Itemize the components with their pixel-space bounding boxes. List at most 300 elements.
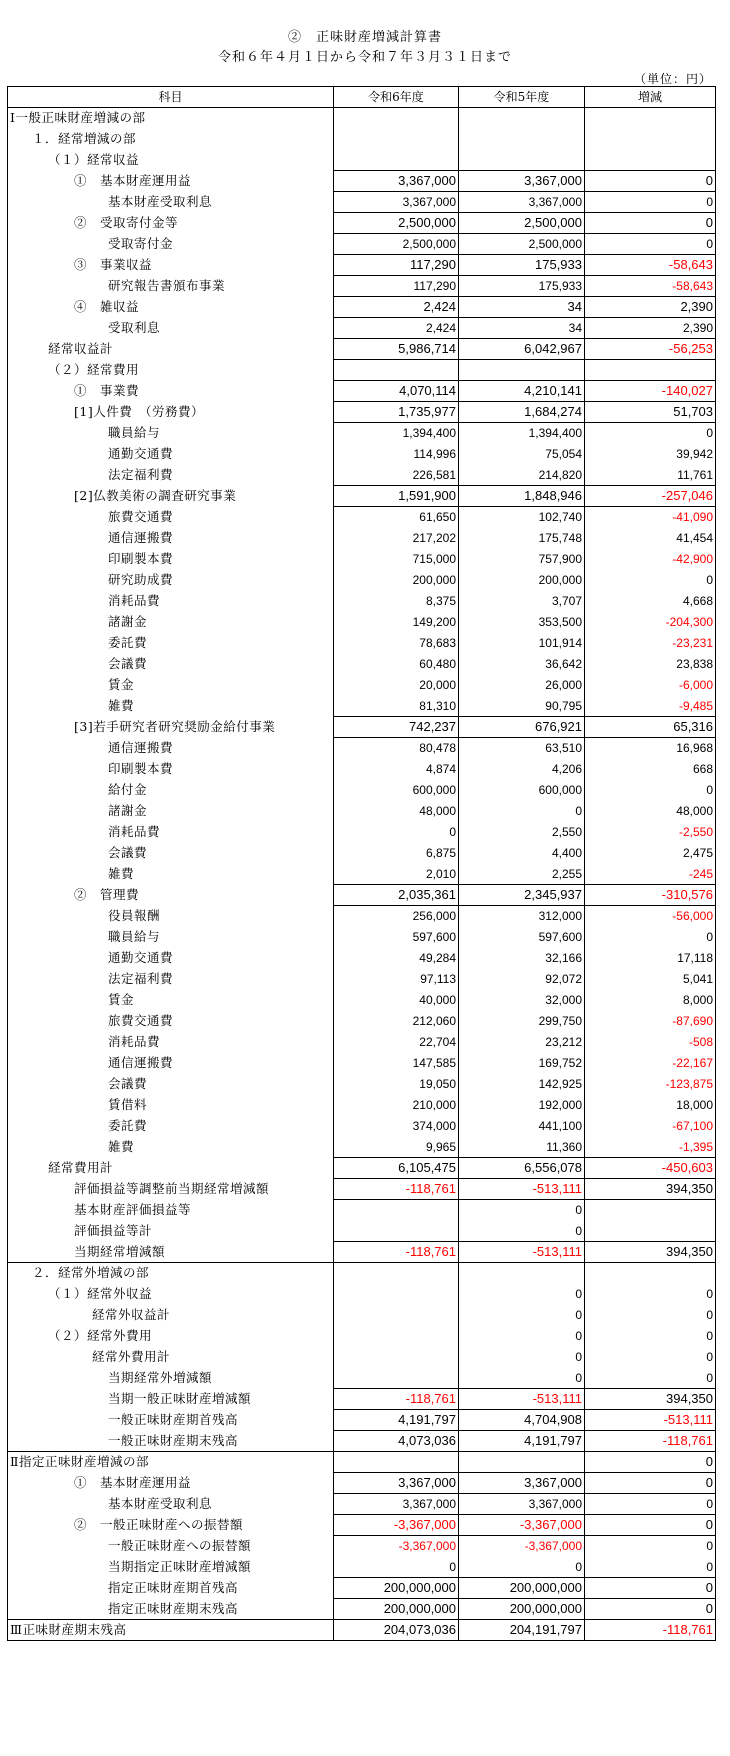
value-current-year	[334, 1200, 459, 1221]
value-change: 0	[585, 213, 716, 234]
row-label: 賃金	[8, 675, 334, 696]
value-current-year: 48,000	[334, 801, 459, 822]
value-current-year	[334, 129, 459, 150]
table-row	[8, 1410, 716, 1431]
table-row	[8, 1389, 716, 1410]
value-change: 2,390	[585, 297, 716, 318]
value-prior-year: 4,191,797	[459, 1431, 585, 1452]
table-row	[8, 1242, 716, 1263]
row-label: 評価損益等計	[8, 1221, 334, 1242]
value-prior-year	[459, 1263, 585, 1284]
value-change: 51,703	[585, 402, 716, 423]
row-label: 一般正味財産期末残高	[8, 1431, 334, 1452]
table-row	[8, 255, 716, 276]
value-change: 0	[585, 423, 716, 444]
value-prior-year: 2,255	[459, 864, 585, 885]
row-label: 基本財産受取利息	[8, 192, 334, 213]
value-current-year: 22,704	[334, 1032, 459, 1053]
row-label: （２）経常費用	[8, 360, 334, 381]
table-row	[8, 822, 716, 843]
table-row	[8, 444, 716, 465]
value-prior-year: 32,000	[459, 990, 585, 1011]
value-current-year: 40,000	[334, 990, 459, 1011]
value-change: -2,550	[585, 822, 716, 843]
table-row	[8, 507, 716, 528]
value-current-year: 210,000	[334, 1095, 459, 1116]
value-change: 0	[585, 1494, 716, 1515]
table-row	[8, 969, 716, 990]
row-label: 消耗品費	[8, 822, 334, 843]
value-prior-year: 26,000	[459, 675, 585, 696]
value-prior-year: 0	[459, 1368, 585, 1389]
value-current-year: 1,394,400	[334, 423, 459, 444]
row-label: 印刷製本費	[8, 759, 334, 780]
value-prior-year: 90,795	[459, 696, 585, 717]
table-row	[8, 150, 716, 171]
table-header-row	[8, 87, 716, 108]
value-prior-year: 2,500,000	[459, 213, 585, 234]
value-change: -140,027	[585, 381, 716, 402]
row-label: 会議費	[8, 1074, 334, 1095]
row-label: 研究助成費	[8, 570, 334, 591]
value-change: 0	[585, 1473, 716, 1494]
table-row	[8, 1095, 716, 1116]
row-label: Ⅱ指定正味財産増減の部	[8, 1452, 334, 1473]
row-label: Ⅰ一般正味財産増減の部	[8, 108, 334, 129]
value-current-year	[334, 1263, 459, 1284]
row-label: 消耗品費	[8, 591, 334, 612]
value-prior-year: 4,704,908	[459, 1410, 585, 1431]
table-row	[8, 381, 716, 402]
header-prior-year: 令和5年度	[459, 87, 585, 108]
value-current-year	[334, 1284, 459, 1305]
value-change: -118,761	[585, 1431, 716, 1452]
value-prior-year: -3,367,000	[459, 1515, 585, 1536]
row-label: 法定福利費	[8, 969, 334, 990]
unit-label: （単位：円）	[633, 72, 712, 86]
table-row	[8, 633, 716, 654]
value-change: 48,000	[585, 801, 716, 822]
value-prior-year: 0	[459, 1284, 585, 1305]
value-prior-year: 32,166	[459, 948, 585, 969]
row-label: 雑費	[8, 864, 334, 885]
value-change: 668	[585, 759, 716, 780]
row-label: [2]仏教美術の調査研究事業	[8, 486, 334, 507]
value-prior-year: 1,684,274	[459, 402, 585, 423]
value-change	[585, 150, 716, 171]
value-change: 2,390	[585, 318, 716, 339]
value-current-year: 4,073,036	[334, 1431, 459, 1452]
net-assets-statement-table	[7, 86, 716, 1641]
value-current-year: 2,500,000	[334, 213, 459, 234]
table-row	[8, 1431, 716, 1452]
table-row	[8, 360, 716, 381]
value-change	[585, 1263, 716, 1284]
value-prior-year: 597,600	[459, 927, 585, 948]
row-label: 会議費	[8, 843, 334, 864]
value-prior-year: -513,111	[459, 1242, 585, 1263]
row-label: 評価損益等調整前当期経常増減額	[8, 1179, 334, 1200]
value-current-year: 217,202	[334, 528, 459, 549]
value-current-year: 6,875	[334, 843, 459, 864]
row-label: 一般正味財産への振替額	[8, 1536, 334, 1557]
row-label: 経常外収益計	[8, 1305, 334, 1326]
value-current-year: 4,874	[334, 759, 459, 780]
table-row	[8, 192, 716, 213]
row-label: 当期一般正味財産増減額	[8, 1389, 334, 1410]
value-change: -41,090	[585, 507, 716, 528]
value-change	[585, 1200, 716, 1221]
value-prior-year: 441,100	[459, 1116, 585, 1137]
value-change: 0	[585, 927, 716, 948]
value-prior-year: 0	[459, 1305, 585, 1326]
value-prior-year: -3,367,000	[459, 1536, 585, 1557]
table-row	[8, 759, 716, 780]
value-change	[585, 108, 716, 129]
value-current-year: 2,035,361	[334, 885, 459, 906]
header-change: 増減	[585, 87, 716, 108]
value-change: 39,942	[585, 444, 716, 465]
value-prior-year: -513,111	[459, 1179, 585, 1200]
value-change: -245	[585, 864, 716, 885]
value-prior-year: 0	[459, 1326, 585, 1347]
value-prior-year: 23,212	[459, 1032, 585, 1053]
value-change: 394,350	[585, 1389, 716, 1410]
value-current-year: 97,113	[334, 969, 459, 990]
value-prior-year: 34	[459, 318, 585, 339]
value-prior-year: 312,000	[459, 906, 585, 927]
value-current-year: -3,367,000	[334, 1536, 459, 1557]
value-current-year: 0	[334, 822, 459, 843]
value-current-year: -118,761	[334, 1179, 459, 1200]
value-prior-year	[459, 360, 585, 381]
table-row	[8, 528, 716, 549]
value-current-year	[334, 1452, 459, 1473]
table-row	[8, 717, 716, 738]
value-change: -123,875	[585, 1074, 716, 1095]
table-row	[8, 1368, 716, 1389]
value-prior-year: 600,000	[459, 780, 585, 801]
row-label: 職員給与	[8, 927, 334, 948]
value-change: -508	[585, 1032, 716, 1053]
value-change: -56,253	[585, 339, 716, 360]
value-change: 0	[585, 1599, 716, 1620]
value-current-year: 49,284	[334, 948, 459, 969]
value-prior-year: 101,914	[459, 633, 585, 654]
row-label: 経常外費用計	[8, 1347, 334, 1368]
table-row	[8, 318, 716, 339]
table-row	[8, 423, 716, 444]
row-label: 委託費	[8, 633, 334, 654]
value-current-year	[334, 150, 459, 171]
value-current-year: 3,367,000	[334, 171, 459, 192]
value-change: 0	[585, 1305, 716, 1326]
value-current-year: 212,060	[334, 1011, 459, 1032]
value-change: 16,968	[585, 738, 716, 759]
table-row	[8, 234, 716, 255]
table-row	[8, 801, 716, 822]
value-current-year: 3,367,000	[334, 1494, 459, 1515]
table-row	[8, 675, 716, 696]
table-row	[8, 1515, 716, 1536]
value-prior-year: 6,042,967	[459, 339, 585, 360]
table-row	[8, 780, 716, 801]
row-label: 雑費	[8, 1137, 334, 1158]
value-change: 23,838	[585, 654, 716, 675]
table-row	[8, 1116, 716, 1137]
row-label: 給付金	[8, 780, 334, 801]
row-label: ② 一般正味財産への振替額	[8, 1515, 334, 1536]
value-current-year: 81,310	[334, 696, 459, 717]
table-row	[8, 297, 716, 318]
value-current-year	[334, 1347, 459, 1368]
table-row	[8, 654, 716, 675]
table-row	[8, 1473, 716, 1494]
table-row	[8, 1011, 716, 1032]
value-prior-year: 192,000	[459, 1095, 585, 1116]
table-row	[8, 549, 716, 570]
value-current-year: 3,367,000	[334, 192, 459, 213]
value-prior-year: 34	[459, 297, 585, 318]
value-change: 4,668	[585, 591, 716, 612]
value-current-year: 5,986,714	[334, 339, 459, 360]
value-current-year: 4,070,114	[334, 381, 459, 402]
value-change: 0	[585, 1452, 716, 1473]
row-label: ③ 事業収益	[8, 255, 334, 276]
row-label: ① 基本財産運用益	[8, 171, 334, 192]
value-current-year	[334, 1368, 459, 1389]
value-current-year: 1,735,977	[334, 402, 459, 423]
table-row	[8, 1053, 716, 1074]
value-change: 8,000	[585, 990, 716, 1011]
table-row	[8, 843, 716, 864]
value-change: -9,485	[585, 696, 716, 717]
value-current-year: 374,000	[334, 1116, 459, 1137]
row-label: 受取寄付金	[8, 234, 334, 255]
value-change: -58,643	[585, 276, 716, 297]
row-label: 会議費	[8, 654, 334, 675]
value-current-year: 204,073,036	[334, 1620, 459, 1641]
value-prior-year: 1,394,400	[459, 423, 585, 444]
row-label: 旅費交通費	[8, 507, 334, 528]
value-change: 0	[585, 780, 716, 801]
value-prior-year: 2,550	[459, 822, 585, 843]
value-change: -56,000	[585, 906, 716, 927]
value-current-year: 2,010	[334, 864, 459, 885]
header-account: 科目	[8, 87, 334, 108]
value-current-year: 200,000,000	[334, 1599, 459, 1620]
row-label: 受取利息	[8, 318, 334, 339]
table-row	[8, 276, 716, 297]
value-current-year: 600,000	[334, 780, 459, 801]
row-label: 法定福利費	[8, 465, 334, 486]
value-prior-year: 0	[459, 801, 585, 822]
value-change: 2,475	[585, 843, 716, 864]
table-row	[8, 1347, 716, 1368]
value-change: 394,350	[585, 1242, 716, 1263]
row-label: 研究報告書頒布事業	[8, 276, 334, 297]
value-prior-year	[459, 1452, 585, 1473]
row-label: 基本財産受取利息	[8, 1494, 334, 1515]
value-change: 41,454	[585, 528, 716, 549]
value-current-year: 78,683	[334, 633, 459, 654]
table-row	[8, 1326, 716, 1347]
row-label: ② 受取寄付金等	[8, 213, 334, 234]
table-row	[8, 738, 716, 759]
value-current-year: 80,478	[334, 738, 459, 759]
table-row	[8, 486, 716, 507]
value-prior-year: 200,000	[459, 570, 585, 591]
value-change	[585, 129, 716, 150]
value-current-year: 2,424	[334, 297, 459, 318]
table-row	[8, 171, 716, 192]
table-row	[8, 1263, 716, 1284]
row-label: 通勤交通費	[8, 444, 334, 465]
table-row	[8, 213, 716, 234]
value-prior-year: 299,750	[459, 1011, 585, 1032]
value-change: 0	[585, 171, 716, 192]
value-current-year: 114,996	[334, 444, 459, 465]
value-prior-year: 676,921	[459, 717, 585, 738]
value-current-year: 3,367,000	[334, 1473, 459, 1494]
value-current-year: 8,375	[334, 591, 459, 612]
value-current-year: 147,585	[334, 1053, 459, 1074]
value-current-year: 117,290	[334, 276, 459, 297]
value-change: -204,300	[585, 612, 716, 633]
value-change: 0	[585, 1284, 716, 1305]
row-label: 一般正味財産期首残高	[8, 1410, 334, 1431]
value-prior-year	[459, 108, 585, 129]
table-row	[8, 1032, 716, 1053]
row-label: 諸謝金	[8, 801, 334, 822]
row-label: ① 基本財産運用益	[8, 1473, 334, 1494]
row-label: 諸謝金	[8, 612, 334, 633]
value-prior-year: 6,556,078	[459, 1158, 585, 1179]
value-current-year	[334, 1305, 459, 1326]
table-row	[8, 1221, 716, 1242]
row-label: 当期経常外増減額	[8, 1368, 334, 1389]
table-row	[8, 1179, 716, 1200]
table-row	[8, 402, 716, 423]
table-row	[8, 1536, 716, 1557]
row-label: 賃借料	[8, 1095, 334, 1116]
row-label: １．経常増減の部	[8, 129, 334, 150]
value-change: -450,603	[585, 1158, 716, 1179]
value-prior-year: 36,642	[459, 654, 585, 675]
table-row	[8, 927, 716, 948]
value-change: 0	[585, 192, 716, 213]
value-current-year: 1,591,900	[334, 486, 459, 507]
row-label: 通信運搬費	[8, 528, 334, 549]
row-label: 委託費	[8, 1116, 334, 1137]
table-row	[8, 1494, 716, 1515]
table-row	[8, 885, 716, 906]
value-current-year: 9,965	[334, 1137, 459, 1158]
value-prior-year: 200,000,000	[459, 1578, 585, 1599]
row-label: 指定正味財産期首残高	[8, 1578, 334, 1599]
value-prior-year: 4,210,141	[459, 381, 585, 402]
value-change: -67,100	[585, 1116, 716, 1137]
value-change: -257,046	[585, 486, 716, 507]
value-prior-year: 204,191,797	[459, 1620, 585, 1641]
value-prior-year: 0	[459, 1221, 585, 1242]
row-label: 消耗品費	[8, 1032, 334, 1053]
row-label: 賃金	[8, 990, 334, 1011]
row-label: ① 事業費	[8, 381, 334, 402]
value-prior-year: 63,510	[459, 738, 585, 759]
value-prior-year: 200,000,000	[459, 1599, 585, 1620]
value-prior-year: 3,367,000	[459, 192, 585, 213]
row-label: 通信運搬費	[8, 1053, 334, 1074]
row-label: 雑費	[8, 696, 334, 717]
value-current-year: 2,500,000	[334, 234, 459, 255]
row-label: （２）経常外費用	[8, 1326, 334, 1347]
value-change: 65,316	[585, 717, 716, 738]
value-change	[585, 1221, 716, 1242]
value-current-year: 117,290	[334, 255, 459, 276]
value-change: 11,761	[585, 465, 716, 486]
value-current-year: 200,000,000	[334, 1578, 459, 1599]
value-change: 0	[585, 1515, 716, 1536]
value-current-year: 20,000	[334, 675, 459, 696]
row-label: ２．経常外増減の部	[8, 1263, 334, 1284]
value-current-year: 4,191,797	[334, 1410, 459, 1431]
row-label: 職員給与	[8, 423, 334, 444]
value-prior-year: 3,367,000	[459, 1494, 585, 1515]
value-prior-year: 3,367,000	[459, 1473, 585, 1494]
table-row	[8, 906, 716, 927]
row-label: 印刷製本費	[8, 549, 334, 570]
value-change: -118,761	[585, 1620, 716, 1641]
value-current-year: 256,000	[334, 906, 459, 927]
value-prior-year	[459, 129, 585, 150]
table-row	[8, 1200, 716, 1221]
value-prior-year: 3,707	[459, 591, 585, 612]
row-label: [3]若手研究者研究奨励金給付事業	[8, 717, 334, 738]
value-change: -87,690	[585, 1011, 716, 1032]
value-prior-year	[459, 150, 585, 171]
table-row	[8, 1578, 716, 1599]
value-prior-year: 757,900	[459, 549, 585, 570]
value-prior-year: 0	[459, 1200, 585, 1221]
value-current-year: 715,000	[334, 549, 459, 570]
value-change: -513,111	[585, 1410, 716, 1431]
table-row	[8, 1158, 716, 1179]
table-row	[8, 1284, 716, 1305]
table-row	[8, 1620, 716, 1641]
row-label: （１）経常外収益	[8, 1284, 334, 1305]
value-prior-year: 11,360	[459, 1137, 585, 1158]
table-row	[8, 1452, 716, 1473]
value-change: 394,350	[585, 1179, 716, 1200]
header-current-year: 令和6年度	[334, 87, 459, 108]
value-prior-year: 175,933	[459, 276, 585, 297]
table-row	[8, 1305, 716, 1326]
value-current-year	[334, 1326, 459, 1347]
value-current-year: 149,200	[334, 612, 459, 633]
value-change: 0	[585, 234, 716, 255]
value-change	[585, 360, 716, 381]
value-prior-year: 142,925	[459, 1074, 585, 1095]
value-change: -58,643	[585, 255, 716, 276]
value-change: 17,118	[585, 948, 716, 969]
value-change: -6,000	[585, 675, 716, 696]
table-row	[8, 696, 716, 717]
row-label: 当期指定正味財産増減額	[8, 1557, 334, 1578]
value-change: 0	[585, 1536, 716, 1557]
row-label: 経常費用計	[8, 1158, 334, 1179]
value-prior-year: 4,400	[459, 843, 585, 864]
